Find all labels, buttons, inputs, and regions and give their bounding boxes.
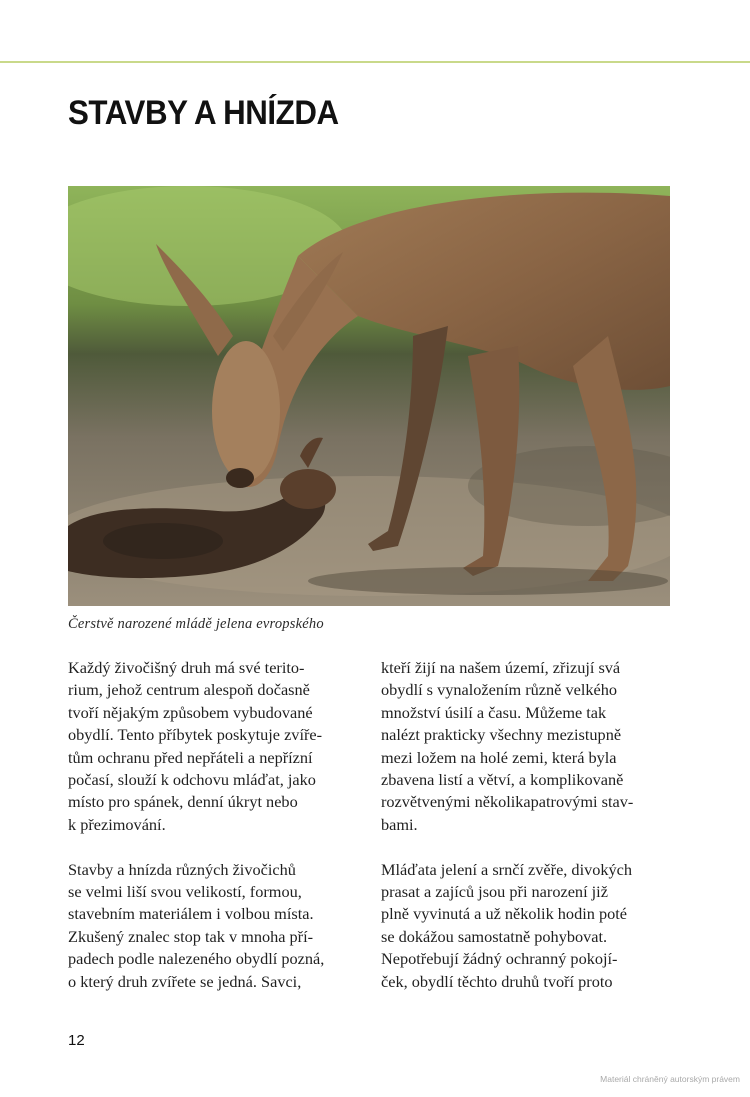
text-line: Stavby a hnízda různých živočichů <box>68 859 296 879</box>
deer-photo <box>68 186 670 606</box>
paragraph <box>381 657 681 836</box>
text-line: o který druh zvířete se jedná. Savci, <box>68 971 302 991</box>
text-line: rozvětvenými několikapatrovými stav- <box>381 792 634 812</box>
text-line: Nepotřebují žádný ochranný pokojí- <box>381 949 618 969</box>
text-line: k přezimování. <box>68 814 166 834</box>
text-line: padech podle nalezeného obydlí pozná, <box>68 949 325 969</box>
text-line: kteří žijí na našem území, zřizují svá <box>381 658 621 677</box>
text-line: stavebním materiálem i volbou místa. <box>68 904 314 924</box>
photo-illustration <box>68 186 670 606</box>
copyright-watermark: Materiál chráněný autorským právem <box>600 1074 740 1084</box>
text-line: obydlí. Tento příbytek poskytuje zvíře- <box>68 725 323 745</box>
paragraph <box>68 657 368 836</box>
text-line: místo pro spánek, denní úkryt nebo <box>68 792 298 812</box>
text-column-left <box>68 657 368 993</box>
text-line: mezi ložem na holé zemi, která byla <box>381 747 617 767</box>
header-rule <box>0 61 750 63</box>
text-line: počasí, slouží k odchovu mláďat, jako <box>68 770 316 790</box>
text-line: bami. <box>381 814 418 834</box>
text-line: prasat a zajíců jsou při narození již <box>381 882 608 902</box>
paragraph <box>68 859 368 993</box>
text-line: Zkušený znalec stop tak v mnoha pří- <box>68 926 314 946</box>
text-line: rium, jehož centrum alespoň dočasně <box>68 680 310 700</box>
text-column-right <box>381 657 681 993</box>
text-line: Mláďata jelení a srnčí zvěře, divokých <box>381 859 633 879</box>
photo-caption: Čerstvě narozené mládě jelena evropského <box>68 616 324 632</box>
paragraph <box>381 859 681 993</box>
text-line: se dokážou samostatně pohybovat. <box>381 926 608 946</box>
text-line: zbavena listí a větví, a komplikovaně <box>381 770 624 790</box>
text-line: Každý živočišný druh má své terito- <box>68 658 305 677</box>
page-title: STAVBY A HNÍZDA <box>68 94 339 132</box>
text-line: plně vyvinutá a už několik hodin poté <box>381 904 627 924</box>
text-line: tům ochranu před nepřáteli a nepřízní <box>68 747 313 767</box>
text-line: tvoří nějakým způsobem vybudované <box>68 702 313 722</box>
text-line: množství úsilí a času. Můžeme tak <box>381 702 607 722</box>
text-line: ček, obydlí těchto druhů tvoří proto <box>381 971 613 991</box>
page-number: 12 <box>68 1032 85 1049</box>
text-line: nalézt prakticky všechny mezistupně <box>381 725 622 745</box>
text-line: se velmi liší svou velikostí, formou, <box>68 882 302 902</box>
text-line: obydlí s vynaložením různě velkého <box>381 680 618 700</box>
